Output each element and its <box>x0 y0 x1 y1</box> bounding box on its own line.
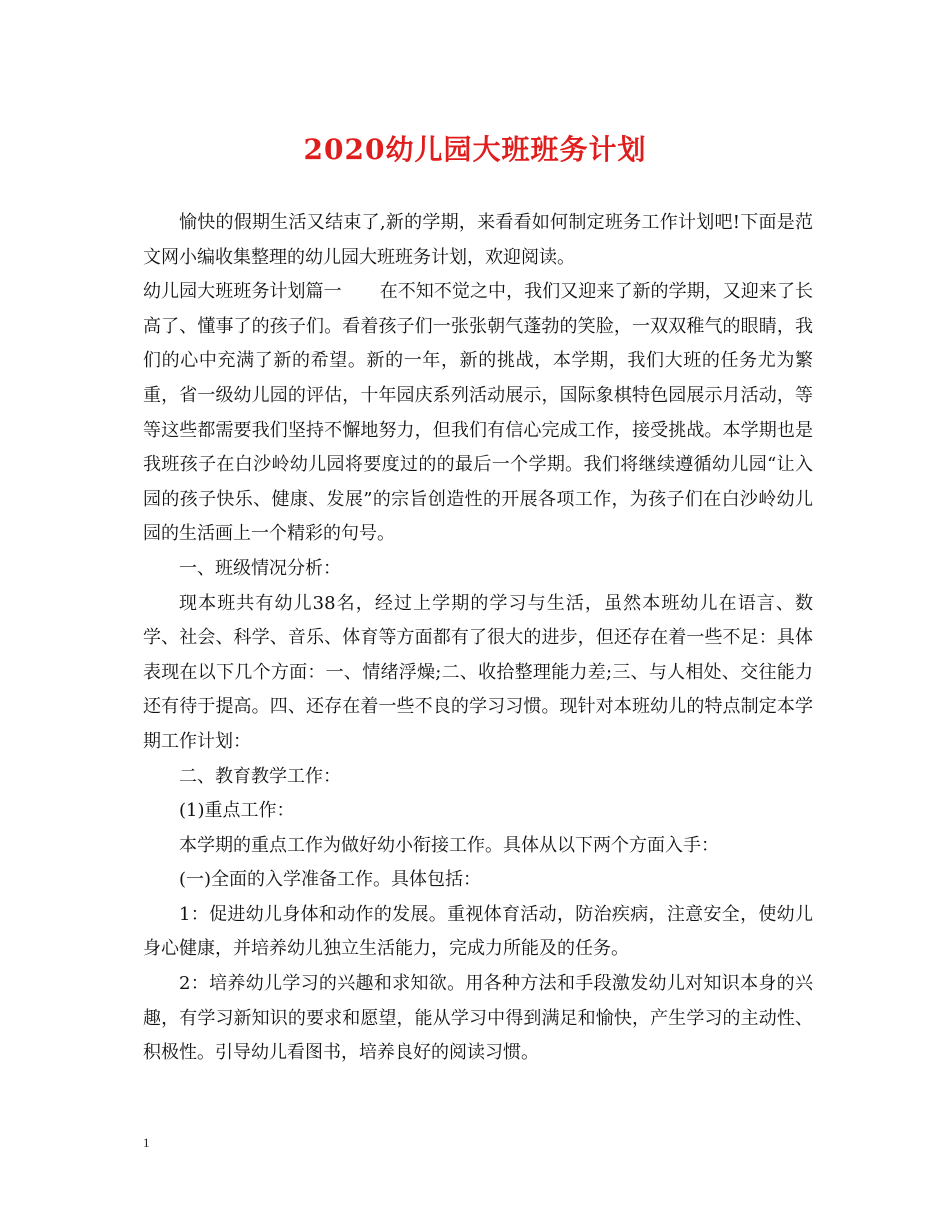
list-item-2: 2：培养幼儿学习的兴趣和求知欲。用各种方法和手段激发幼儿对知识本身的兴趣，有学习新知识的要求和愿望，能从学习中得到满足和愉快，产生学习的主动性、积极性。引导幼儿看图书，培养良好的阅读习惯。 <box>143 973 813 1064</box>
heading-class-analysis: 一、班级情况分析： <box>179 557 341 579</box>
list-item-1: 1：促进幼儿身体和动作的发展。重视体育活动，防治疾病，注意安全，使幼儿身心健康，并培养幼儿独立生活能力，完成力所能及的任务。 <box>143 903 813 960</box>
document-title: 2020幼儿园大班班务计划 <box>303 133 647 166</box>
section-label: 幼儿园大班班务计划篇一 <box>143 281 342 303</box>
heading-school-preparation: (一)全面的入学准备工作。具体包括： <box>179 869 482 891</box>
heading-key-work: (1)重点工作： <box>179 800 295 822</box>
section-paragraph <box>143 275 813 552</box>
heading-teaching-work: 二、教育教学工作： <box>179 765 341 787</box>
page-number: 1 <box>143 1135 150 1150</box>
section-body: 在不知不觉之中，我们又迎来了新的学期，又迎来了长高了、懂事了的孩子们。看着孩子们一张张朝气蓬勃的笑脸，一双双稚气的眼睛，我们的心中充满了新的希望。新的一年，新的挑战，本学期，我们大班的任务尤为繁重，省一级幼儿园的评估，十年园庆系列活动展示，国际象棋特色园展示月活动，等等这些都需要我们坚持不懈地努力，但我们有信心完成工作，接受挑战。本学期也是我班孩子在白沙岭幼儿园将要度过的的最后一个学期。我们将继续遵循幼儿园“让入园的孩子快乐、健康、发展”的宗旨创造性的开展各项工作，为孩子们在白沙岭幼儿园的生活画上一个精彩的句号。 <box>143 281 814 545</box>
document-body <box>143 206 813 1071</box>
class-analysis-paragraph: 现本班共有幼儿38名，经过上学期的学习与生活，虽然本班幼儿在语言、数学、社会、科学、音乐、体育等方面都有了很大的进步，但还存在着一些不足：具体表现在以下几个方面：一、情绪浮燥;二、收拾整理能力差;三、与人相处、交往能力还有待于提高。四、还存在着一些不良的学习习惯。现针对本班幼儿的特点制定本学期工作计划： <box>143 592 813 752</box>
intro-paragraph: 愉快的假期生活又结束了,新的学期，来看看如何制定班务工作计划吧!下面是范文网小编收集整理的幼儿园大班班务计划，欢迎阅读。 <box>143 212 813 268</box>
key-work-paragraph: 本学期的重点工作为做好幼小衔接工作。具体从以下两个方面入手： <box>179 834 719 856</box>
